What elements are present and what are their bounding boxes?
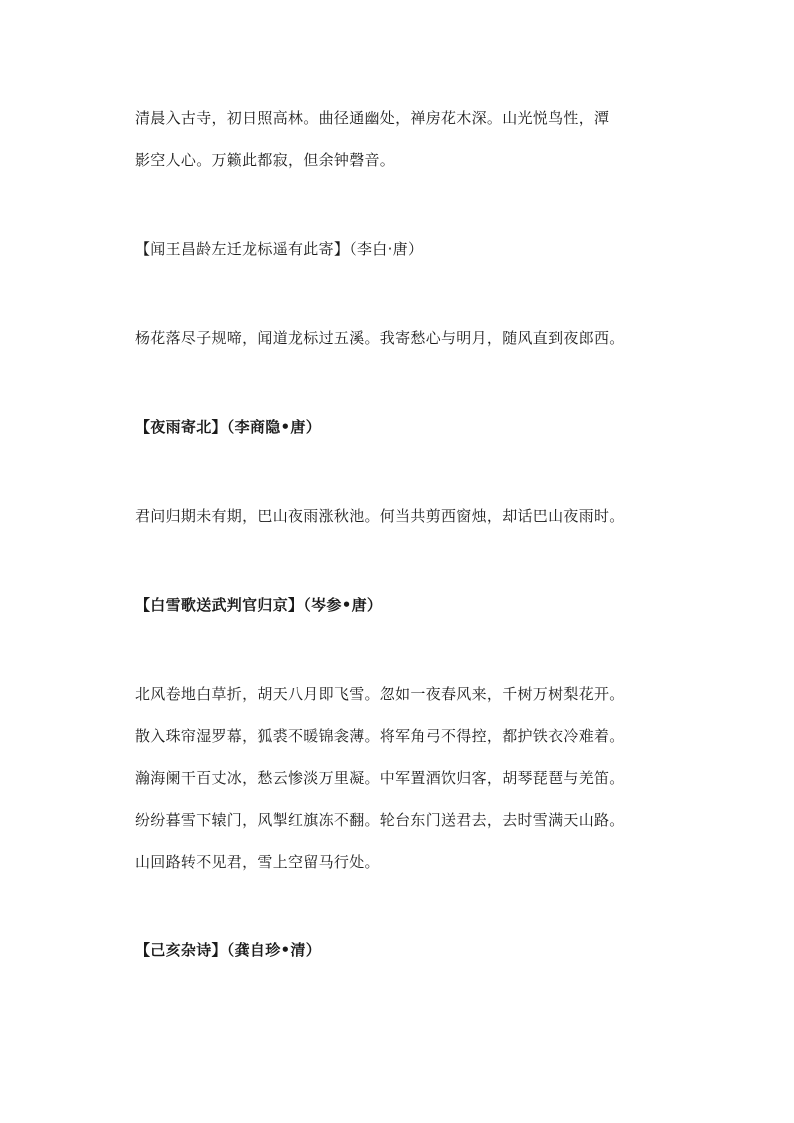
poem-line: 山回路转不见君，雪上空留马行处。: [135, 853, 380, 871]
poem-title: 【白雪歌送武判官归京】（岑参•唐）: [135, 596, 383, 614]
poem-line: 影空人心。万籁此都寂，但余钟磬音。: [135, 151, 396, 169]
poem-line: 纷纷暮雪下辕门，风掣红旗冻不翻。轮台东门送君去，去时雪满天山路。: [135, 811, 625, 829]
poem-line: 君问归期未有期，巴山夜雨涨秋池。何当共剪西窗烛，却话巴山夜雨时。: [135, 507, 625, 525]
poem-title: 【夜雨寄北】（李商隐•唐）: [135, 418, 321, 436]
poem-line: 北风卷地白草折，胡天八月即飞雪。忽如一夜春风来，千树万树梨花开。: [135, 685, 625, 703]
poem-line: 散入珠帘湿罗幕，狐裘不暖锦衾薄。将军角弓不得控，都护铁衣冷难着。: [135, 727, 625, 745]
poem-line: 杨花落尽子规啼，闻道龙标过五溪。我寄愁心与明月，随风直到夜郎西。: [135, 329, 625, 347]
poem-title: 【闻王昌龄左迁龙标遥有此寄】（李白·唐）: [135, 240, 424, 258]
poem-line: 清晨入古寺，初日照高林。曲径通幽处，禅房花木深。山光悦鸟性，潭: [135, 109, 610, 127]
poem-title: 【己亥杂诗】（龚自珍•清）: [135, 941, 321, 959]
poem-line: 瀚海阑干百丈冰，愁云惨淡万里凝。中军置酒饮归客，胡琴琵琶与羌笛。: [135, 769, 625, 787]
